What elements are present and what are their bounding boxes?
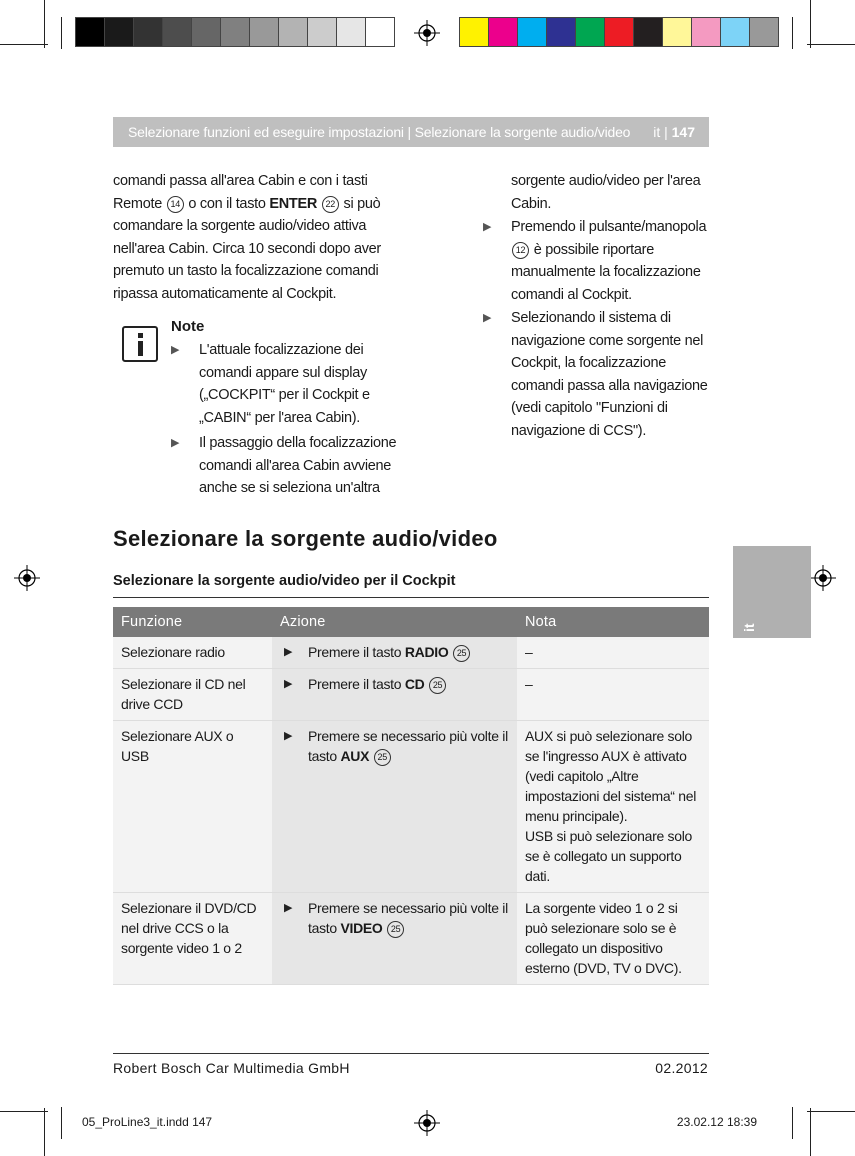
callout-number: 25 bbox=[429, 677, 446, 694]
text-line: Premendo il pulsante/manopola bbox=[511, 219, 707, 235]
callout-number: 12 bbox=[512, 242, 529, 259]
color-swatch bbox=[720, 17, 750, 47]
key-name: AUX bbox=[340, 748, 370, 764]
callout-number: 14 bbox=[167, 196, 184, 213]
crop-mark bbox=[807, 44, 855, 45]
color-swatch bbox=[662, 17, 692, 47]
callout-number: 22 bbox=[322, 196, 339, 213]
color-swatch bbox=[488, 17, 518, 47]
header-lang: it | bbox=[653, 124, 672, 140]
bullet-triangle-icon: ▶ bbox=[284, 678, 293, 690]
note-item bbox=[171, 432, 401, 500]
info-icon bbox=[122, 326, 158, 362]
cell-funzione: Selezionare AUX o USB bbox=[113, 721, 272, 893]
color-swatch bbox=[249, 17, 279, 47]
color-swatch bbox=[633, 17, 663, 47]
column-header: Funzione bbox=[113, 607, 272, 637]
crop-mark bbox=[44, 1108, 45, 1156]
column-header: Azione bbox=[272, 607, 517, 637]
color-swatch bbox=[75, 17, 105, 47]
color-swatch bbox=[191, 17, 221, 47]
text-line: Cabin. bbox=[511, 195, 552, 212]
crop-mark bbox=[810, 0, 811, 48]
footer-divider bbox=[113, 1053, 709, 1054]
divider bbox=[113, 597, 709, 598]
key-name: CD bbox=[404, 676, 425, 692]
callout-number: 25 bbox=[374, 749, 391, 766]
bullet-triangle-icon: ▶ bbox=[171, 437, 180, 449]
color-swatch bbox=[459, 17, 489, 47]
crop-mark bbox=[61, 17, 62, 49]
cell-azione bbox=[272, 893, 517, 985]
bullet-triangle-icon: ▶ bbox=[483, 312, 492, 324]
bullet-triangle-icon: ▶ bbox=[284, 646, 293, 658]
note-title: Note bbox=[171, 318, 205, 335]
color-swatch bbox=[162, 17, 192, 47]
color-swatch bbox=[133, 17, 163, 47]
color-swatch bbox=[575, 17, 605, 47]
text-line: comandi passa alla navigazione bbox=[511, 377, 708, 394]
color-swatch bbox=[749, 17, 779, 47]
text-span: o con il tasto bbox=[184, 195, 270, 212]
column-header: Nota bbox=[517, 607, 709, 637]
color-swatch bbox=[220, 17, 250, 47]
color-swatch bbox=[517, 17, 547, 47]
text-line: comandi al Cockpit. bbox=[511, 286, 632, 303]
color-swatch bbox=[278, 17, 308, 47]
language-side-tab bbox=[733, 546, 811, 638]
cell-nota: La sorgente video 1 o 2 si può selezionare solo se è collegato un dispositivo esterno (DVD, TV o DVC). bbox=[517, 893, 709, 985]
table-row bbox=[113, 893, 709, 985]
section-title: Selezionare la sorgente audio/video bbox=[113, 526, 498, 551]
cell-nota: – bbox=[517, 637, 709, 669]
text-line: Cockpit, la focalizzazione bbox=[511, 355, 666, 371]
list-item bbox=[483, 307, 713, 442]
registration-mark-icon bbox=[414, 1110, 440, 1136]
table-row bbox=[113, 721, 709, 893]
text-span: è possibile riportare bbox=[530, 241, 654, 258]
text-span: Remote bbox=[113, 195, 166, 212]
text-line bbox=[113, 193, 393, 216]
cell-funzione: Selezionare il CD nel drive CCD bbox=[113, 669, 272, 721]
crop-mark bbox=[810, 1108, 811, 1156]
text-line: sorgente audio/video per l'area bbox=[511, 173, 701, 189]
text-line: premuto un tasto la focalizzazione comandi bbox=[113, 263, 379, 279]
cell-nota: – bbox=[517, 669, 709, 721]
cell-funzione: Selezionare radio bbox=[113, 637, 272, 669]
text-line: ripassa automaticamente al Cockpit. bbox=[113, 285, 337, 302]
header-page-number bbox=[653, 124, 695, 140]
text-line: („COCKPIT“ per il Cockpit e bbox=[199, 387, 370, 403]
source-table bbox=[113, 607, 709, 985]
cell-nota bbox=[517, 721, 709, 893]
crop-mark bbox=[792, 17, 793, 49]
text-line: navigazione come sorgente nel bbox=[511, 332, 704, 349]
cell-azione bbox=[272, 721, 517, 893]
side-tab-label: it bbox=[741, 623, 757, 632]
text-line: L'attuale focalizzazione dei bbox=[199, 342, 364, 358]
note-item bbox=[171, 339, 401, 429]
color-swatch bbox=[307, 17, 337, 47]
footer-company: Robert Bosch Car Multimedia GmbH bbox=[113, 1060, 350, 1076]
crop-mark bbox=[0, 1111, 48, 1112]
crop-mark bbox=[807, 1111, 855, 1112]
note-list bbox=[171, 339, 401, 500]
crop-mark bbox=[0, 44, 48, 45]
text-span: Premere se necessario più volte il tasto bbox=[308, 728, 508, 764]
bullet-triangle-icon: ▶ bbox=[171, 344, 180, 356]
print-slug-file: 05_ProLine3_it.indd 147 bbox=[82, 1115, 213, 1129]
bullet-triangle-icon: ▶ bbox=[284, 902, 293, 914]
cell-funzione: Selezionare il DVD/CD nel drive CCS o la sorgente video 1 o 2 bbox=[113, 893, 272, 985]
text-line: comandare la sorgente audio/video attiva bbox=[113, 218, 367, 234]
table-row bbox=[113, 669, 709, 721]
color-swatch bbox=[104, 17, 134, 47]
footer-date: 02.2012 bbox=[655, 1060, 708, 1076]
text-line: anche se si seleziona un'altra bbox=[199, 480, 380, 496]
text-line: (vedi capitolo "Funzioni di bbox=[511, 400, 668, 416]
registration-mark-icon bbox=[14, 565, 40, 591]
text-line: manualmente la focalizzazione bbox=[511, 264, 701, 280]
color-swatch bbox=[365, 17, 395, 47]
color-swatch bbox=[604, 17, 634, 47]
text-line: Il passaggio della focalizzazione bbox=[199, 435, 397, 451]
crop-mark bbox=[44, 0, 45, 48]
text-line: nell'area Cabin. Circa 10 secondi dopo aver bbox=[113, 240, 381, 257]
text-line: „CABIN“ per l'area Cabin). bbox=[199, 409, 360, 426]
list-item bbox=[483, 216, 713, 306]
text-span: si può bbox=[339, 195, 381, 212]
table-row bbox=[113, 637, 709, 669]
bullet-triangle-icon: ▶ bbox=[483, 221, 492, 233]
color-swatch bbox=[691, 17, 721, 47]
text-line: comandi appare sul display bbox=[199, 364, 367, 381]
cell-azione bbox=[272, 637, 517, 669]
registration-mark-icon bbox=[414, 20, 440, 46]
print-slug-timestamp: 23.02.12 18:39 bbox=[676, 1115, 757, 1129]
registration-mark-icon bbox=[810, 565, 836, 591]
text-para: USB si può selezionare solo se è collegato un supporto dati. bbox=[525, 828, 692, 884]
callout-number: 25 bbox=[387, 921, 404, 938]
crop-mark bbox=[61, 1107, 62, 1139]
left-column-text bbox=[113, 170, 393, 305]
header-section-path: Selezionare funzioni ed eseguire impostazioni | Selezionare la sorgente audio/video bbox=[128, 124, 631, 140]
text-para: AUX si può selezionare solo se l'ingresso AUX è attivato (vedi capitolo „Altre impostazioni del sistema“ nel menu principale). bbox=[525, 728, 697, 824]
text-line: Selezionando il sistema di bbox=[511, 310, 671, 326]
key-name: VIDEO bbox=[340, 920, 383, 936]
text-span: Premere il tasto bbox=[308, 644, 405, 660]
color-swatch bbox=[336, 17, 366, 47]
page-number: 147 bbox=[671, 124, 695, 140]
text-line bbox=[511, 239, 713, 262]
text-line: comandi passa all'area Cabin e con i tasti bbox=[113, 173, 368, 189]
subsection-title: Selezionare la sorgente audio/video per il Cockpit bbox=[113, 573, 456, 589]
text-line: navigazione di CCS"). bbox=[511, 422, 647, 439]
right-column-text bbox=[483, 170, 713, 442]
key-name: RADIO bbox=[404, 644, 449, 660]
key-name: ENTER bbox=[269, 195, 318, 212]
text-span: Premere se necessario più volte il tasto bbox=[308, 900, 508, 936]
cell-azione bbox=[272, 669, 517, 721]
bullet-triangle-icon: ▶ bbox=[284, 730, 293, 742]
callout-number: 25 bbox=[453, 645, 470, 662]
table-header-row bbox=[113, 607, 709, 637]
crop-mark bbox=[792, 1107, 793, 1139]
text-line: comandi all'area Cabin avviene bbox=[199, 457, 392, 474]
text-span: Premere il tasto bbox=[308, 676, 405, 692]
color-swatch bbox=[546, 17, 576, 47]
